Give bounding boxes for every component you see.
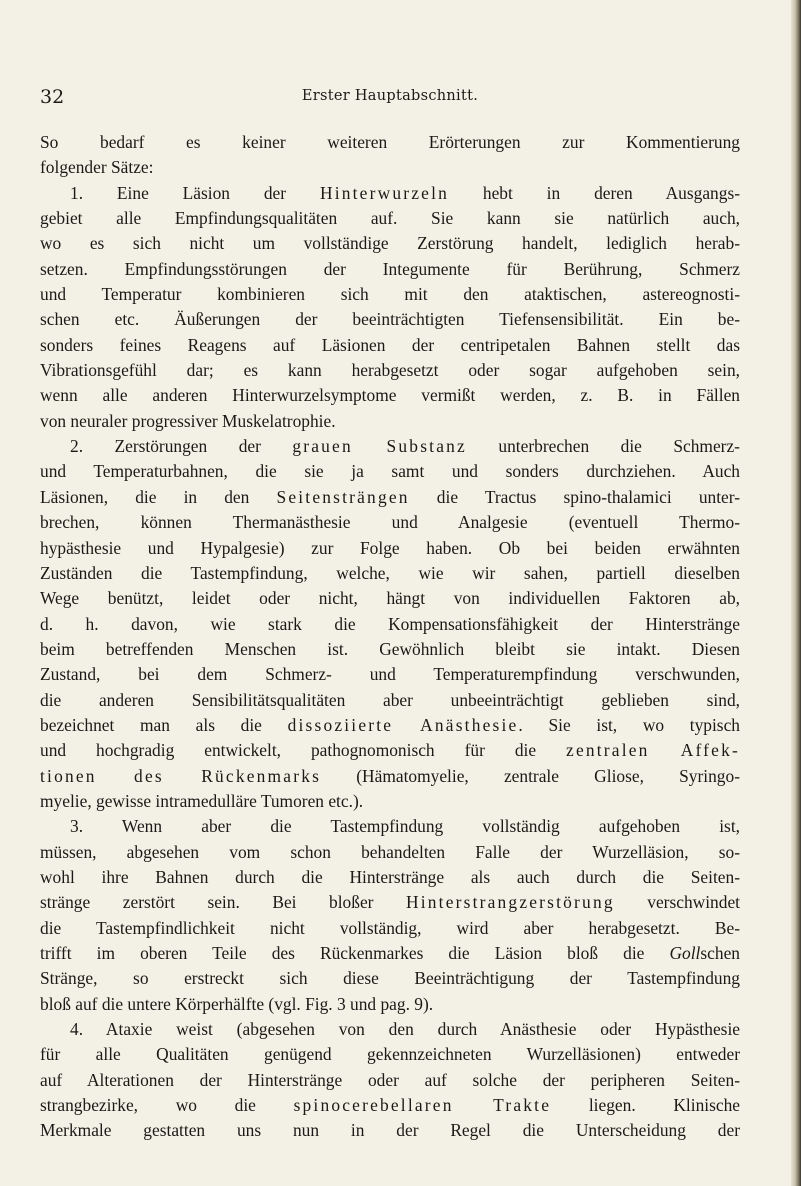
text-line: und Temperatur kombinieren sich mit den ataktischen, astereognosti-	[40, 284, 740, 305]
text-line: beim betreffenden Menschen ist. Gewöhnlich bleibt sie intakt. Diesen	[40, 638, 740, 659]
text-line: tionen des Rückenmarks (Hämatomyelie, zentrale Gliose, Syringo-	[40, 765, 740, 786]
text-line: die Tastempfindlichkeit nicht vollständig, wird aber herabgesetzt. Be-	[40, 917, 740, 938]
italic-term: Goll	[669, 943, 701, 963]
text-line: folgender Sätze:	[40, 157, 154, 178]
text-line: stränge zerstört sein. Bei bloßer Hinterstrangzerstörung verschwindet	[40, 892, 740, 913]
text-line: brechen, können Thermanästhesie und Analgesie (eventuell Thermo-	[40, 512, 740, 533]
text-line: und hochgradig entwickelt, pathognomonisch für die zentralen Affek-	[40, 740, 740, 761]
text-line: wohl ihre Bahnen durch die Hinterstränge als auch durch die Seiten-	[40, 866, 740, 887]
text-line: die anderen Sensibilitätsqualitäten aber unbeeinträchtigt geblieben sind,	[40, 689, 740, 710]
text-line: wenn alle anderen Hinterwurzelsymptome vermißt werden, z. B. in Fällen	[40, 385, 740, 406]
text-line: Läsionen, die in den Seitensträngen die Tractus spino-thalamici unter-	[40, 486, 740, 507]
spaced-term: zentralen Affek-	[566, 740, 740, 761]
spaced-term: spinocerebellaren Trakte	[293, 1095, 552, 1116]
text-line: strangbezirke, wo die spinocerebellaren Trakte liegen. Klinische	[40, 1095, 740, 1116]
spaced-term: tionen des Rückenmarks	[40, 765, 322, 786]
page-edge-shadow	[791, 0, 801, 1186]
text-line: 4. Ataxie weist (abgesehen von den durch Anästhesie oder Hypästhesie	[70, 1019, 740, 1040]
spaced-term: Hinterstrangzerstörung	[406, 892, 615, 913]
text-line: schen etc. Äußerungen der beeinträchtigten Tiefensensibilität. Ein be-	[40, 309, 740, 330]
text-line: und Temperaturbahnen, die sie ja samt und sonders durchziehen. Auch	[40, 461, 740, 482]
text-line: auf Alterationen der Hinterstränge oder auf solche der peripheren Seiten-	[40, 1069, 740, 1090]
text-line: setzen. Empfindungsstörungen der Integumente für Berührung, Schmerz	[40, 258, 740, 279]
text-line: sonders feines Reagens auf Läsionen der centripetalen Bahnen stellt das	[40, 334, 740, 355]
text-line: für alle Qualitäten genügend gekennzeichneten Wurzelläsionen) entweder	[40, 1044, 740, 1065]
spaced-term: Seitensträngen	[276, 486, 410, 507]
text-line: 2. Zerstörungen der grauen Substanz unterbrechen die Schmerz-	[70, 436, 740, 457]
text-line: Merkmale gestatten uns nun in der Regel die Unterscheidung der	[40, 1120, 740, 1141]
text-line: von neuraler progressiver Muskelatrophie.	[40, 410, 336, 431]
text-line: Zuständen die Tastempfindung, welche, wie wir sahen, partiell dieselben	[40, 562, 740, 583]
text-line: Vibrationsgefühl dar; es kann herabgesetzt oder sogar aufgehoben sein,	[40, 360, 740, 381]
text-line: d. h. davon, wie stark die Kompensationsfähigkeit der Hinterstränge	[40, 613, 740, 634]
text-line: So bedarf es keiner weiteren Erörterungen zur Kommentierung	[40, 132, 740, 152]
text-line: müssen, abgesehen vom schon behandelten Falle der Wurzelläsion, so-	[40, 841, 740, 862]
text-line: wo es sich nicht um vollständige Zerstörung handelt, lediglich herab-	[40, 233, 740, 254]
text-line: 3. Wenn aber die Tastempfindung vollständig aufgehoben ist,	[70, 816, 740, 837]
text-line: myelie, gewisse intramedulläre Tumoren etc.).	[40, 790, 364, 811]
text-line: bezeichnet man als die dissoziierte Anästhesie. Sie ist, wo typisch	[40, 714, 740, 735]
text-line: trifft im oberen Teile des Rückenmarkes die Läsion bloß die Gollschen	[40, 943, 740, 963]
body-text	[40, 130, 740, 1144]
spaced-term: Hinterwurzeln	[319, 182, 449, 203]
text-line: Zustand, bei dem Schmerz- und Temperaturempfindung verschwunden,	[40, 664, 740, 685]
text-line: 1. Eine Läsion der Hinterwurzeln hebt in deren Ausgangs-	[70, 182, 740, 203]
page-number: 32	[40, 86, 65, 108]
running-head: Erster Hauptabschnitt.	[301, 88, 479, 104]
text-line: Stränge, so erstreckt sich diese Beeinträchtigung der Tastempfindung	[40, 968, 740, 989]
text-line: Wege benützt, leidet oder nicht, hängt von individuellen Faktoren ab,	[40, 588, 740, 609]
text-line: hypästhesie und Hypalgesie) zur Folge haben. Ob bei beiden erwähnten	[40, 537, 740, 558]
spaced-term: grauen Substanz	[292, 436, 467, 457]
page-header	[40, 86, 740, 110]
text-line: bloß auf die untere Körperhälfte (vgl. Fig. 3 und pag. 9).	[40, 993, 434, 1014]
spaced-term: dissoziierte Anästhesie	[287, 714, 519, 735]
text-line: gebiet alle Empfindungsqualitäten auf. Sie kann sie natürlich auch,	[40, 208, 740, 229]
